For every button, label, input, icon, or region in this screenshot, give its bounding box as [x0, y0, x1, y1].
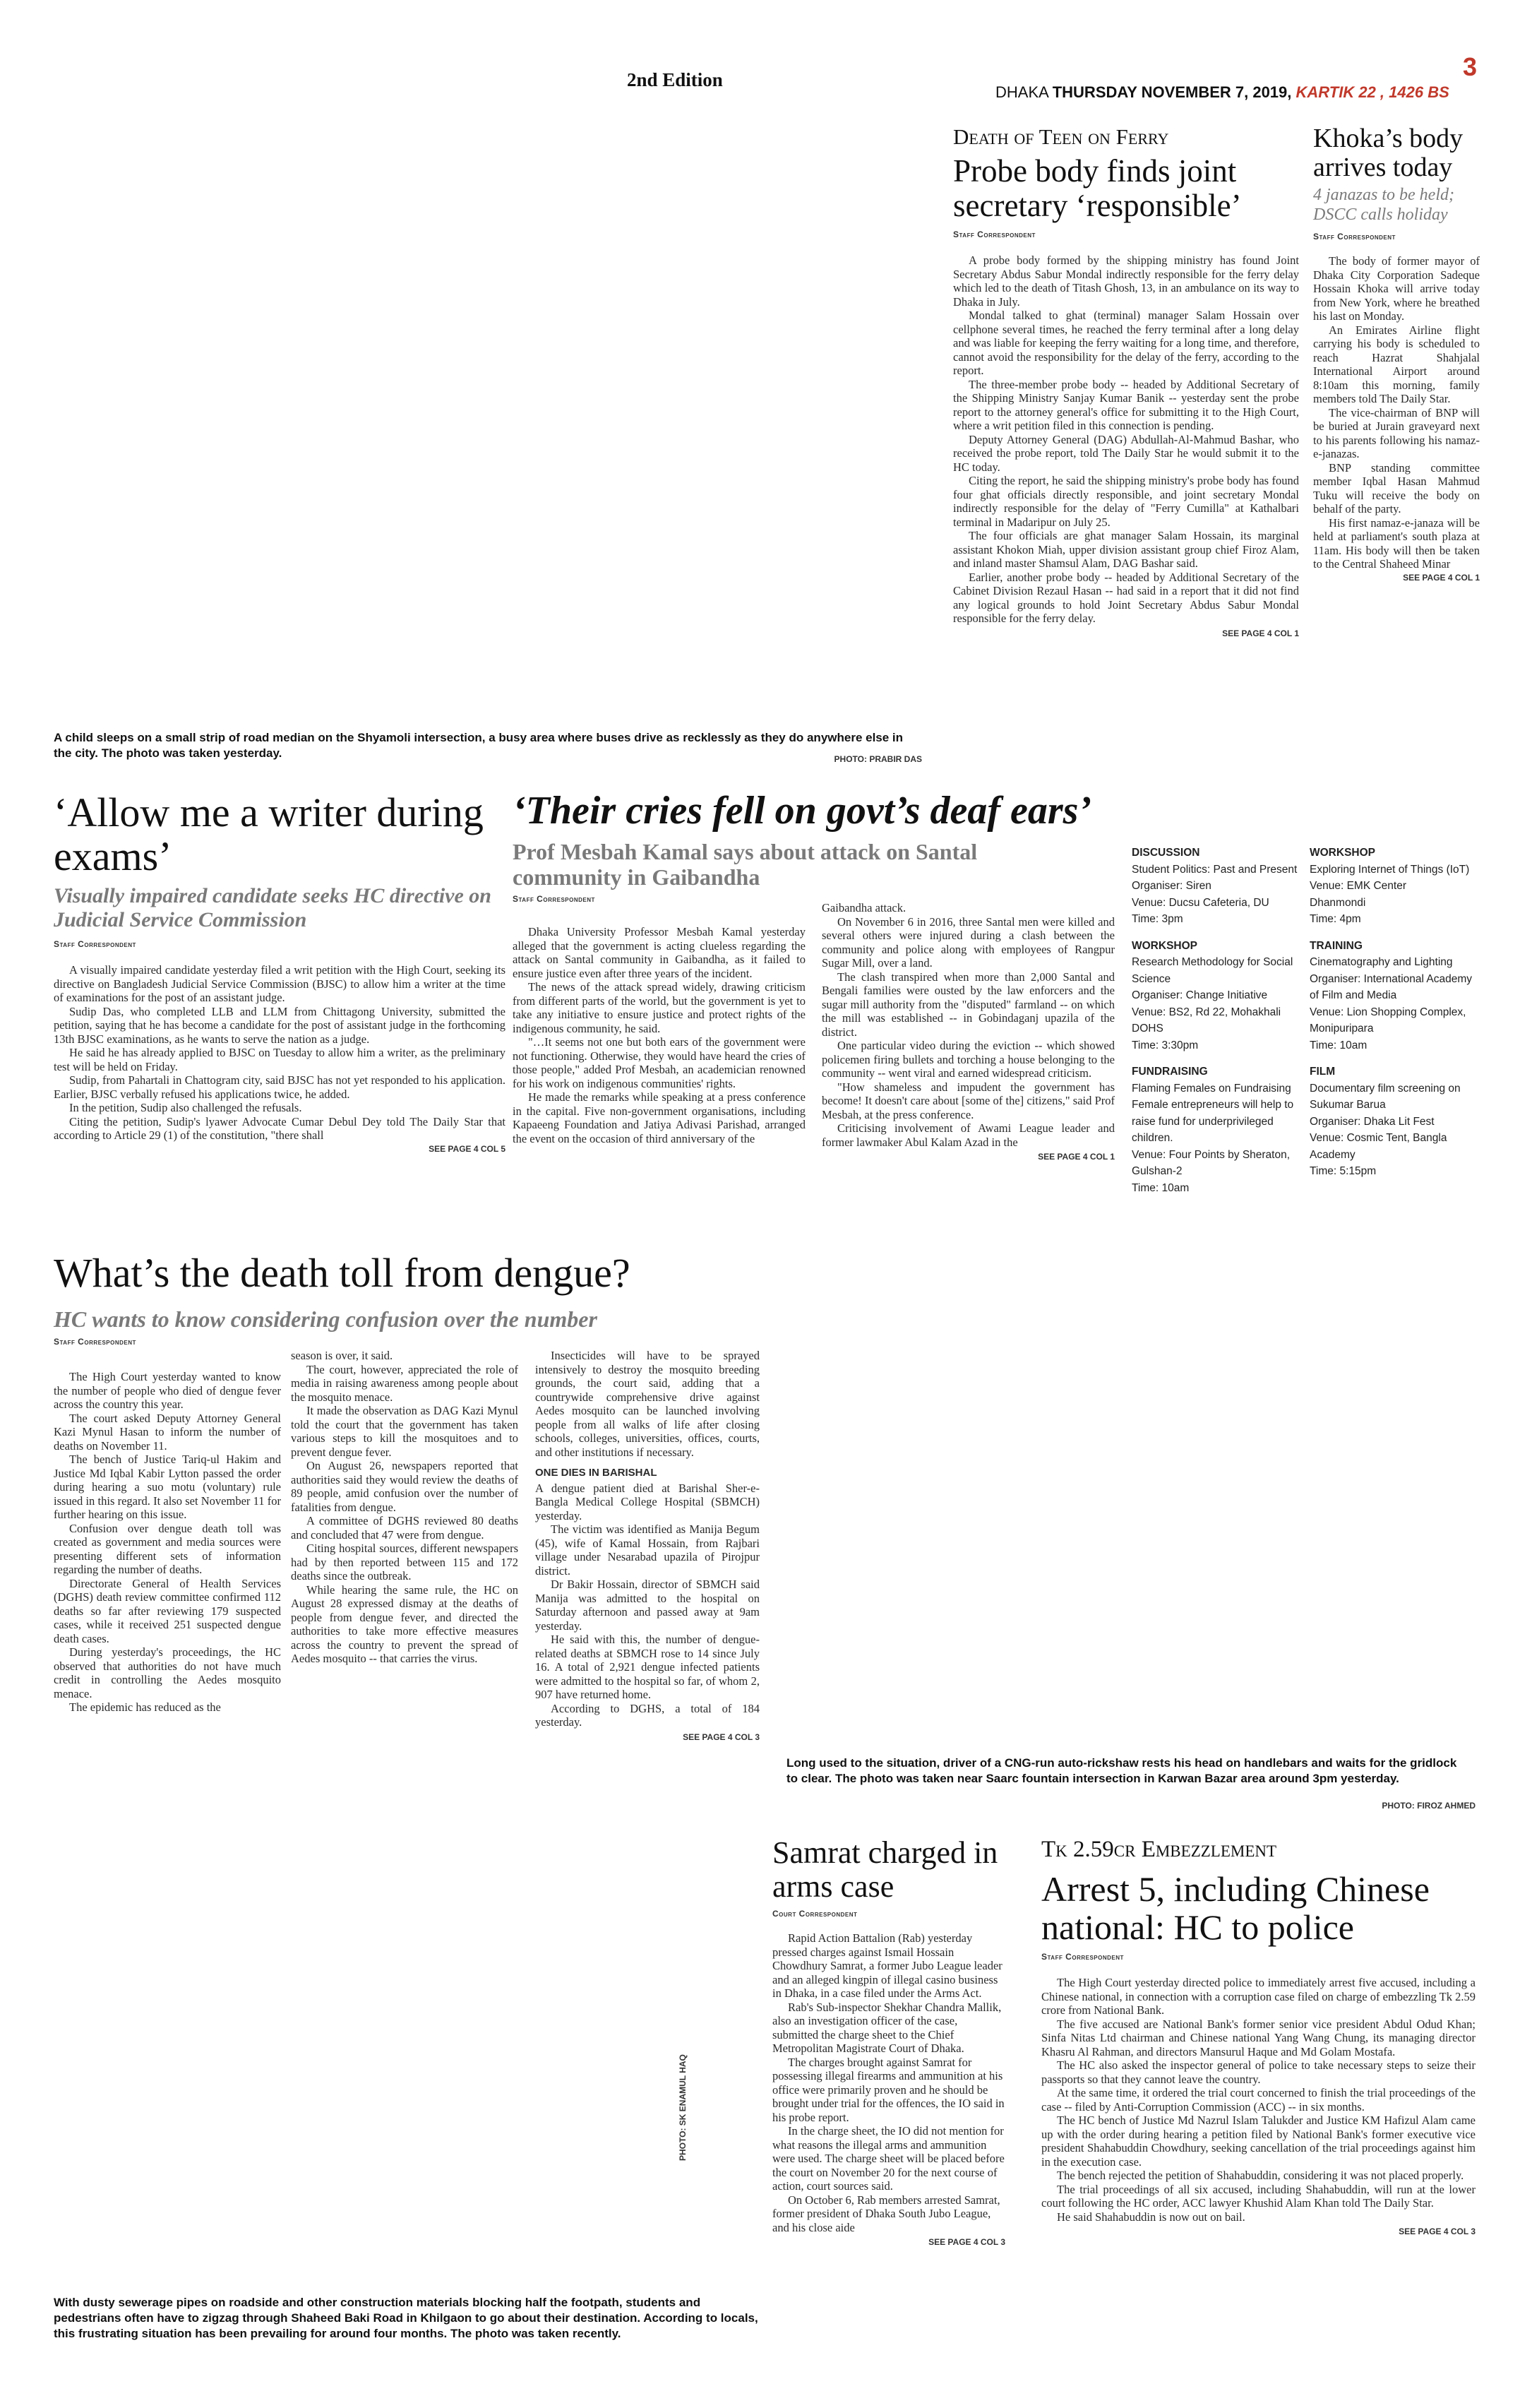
santal-jump: SEE PAGE 4 COL 1: [1038, 1152, 1115, 1162]
samrat-paragraph: On October 6, Rab members arrested Samrat, former president of Dhaka South Jubo League, and his close aide: [772, 2193, 1000, 2234]
writer-byline: Staff Correspondent: [54, 939, 136, 949]
ferry-paragraph: A probe body formed by the shipping ministry has found Joint Secretary Abdus Sabur Mondal indirectly responsible for the ferry delay which led to the death of Titash Ghosh, 13, in an ambulance on its way to Dhaka in July.: [953, 254, 1299, 309]
santal-col2: [822, 901, 1115, 1164]
event-category: WORKSHOP: [1310, 847, 1375, 859]
photo-karwan-bazar: [784, 1243, 1483, 1751]
santal-deck: Prof Mesbah Kamal says about attack on Santal community in Gaibandha: [513, 839, 978, 890]
embezzle-paragraph: The HC bench of Justice Md Nazrul Islam Talukder and Justice KM Hafizul Alam came up with the order during hearing a petition filed by National Bank's former executive vice president Shahabuddin Chowdhury, seeking cancellation of the trial proceedings against him in the execution case.: [1041, 2114, 1476, 2169]
dengue-paragraph: The epidemic has reduced as the: [69, 1700, 221, 1714]
event-category: FUNDRAISING: [1132, 1066, 1208, 1078]
embezzle-paragraph: The HC also asked the inspector general of police to take necessary steps to seize their passports so that they cannot leave the country.: [1041, 2058, 1476, 2086]
santal-byline: Staff Correspondent: [513, 894, 595, 905]
writer-paragraph: He said he has already applied to BJSC on Tuesday to allow him a writer, as the preliminary test will be held on Friday.: [54, 1046, 505, 1073]
dengue-paragraph: It made the observation as DAG Kazi Mynul told the court that the government has taken various steps to kill the mosquitoes and to prevent dengue fever.: [291, 1404, 518, 1459]
writer-headline: ‘Allow me a writer during exams’: [54, 789, 484, 879]
event-line: Organiser: Change Initiative: [1132, 989, 1268, 1001]
embezzle-story: [1041, 1836, 1476, 2236]
embezzle-jump: SEE PAGE 4 COL 3: [1399, 2227, 1476, 2236]
santal-paragraph: One particular video during the eviction -- which showed policemen firing bullets and torching a house belonging to the community -- went viral and earned widespread criticism.: [822, 1039, 1115, 1080]
santal-paragraph: The clash transpired when more than 2,000 Santal and Bengali families were ousted by the law enforcers and the sugar mill authority from the "disputed" farmland -- on which the mill was established -- in Gobindaganj upazila of the district.: [822, 970, 1115, 1039]
dateline-bangla: KARTIK 22 , 1426 BS: [1295, 83, 1449, 101]
dengue-byline: Staff Correspondent: [54, 1336, 136, 1347]
santal-headline: ‘Their cries fell on govt’s deaf ears’: [513, 789, 1092, 833]
photo-caption: A child sleeps on a small strip of road median on the Shyamoli intersection, a busy area where buses drive as recklessly as they do anywhere else in the city. The photo was taken yesterday.: [54, 731, 904, 760]
event-line: Time: 5:15pm: [1310, 1165, 1377, 1177]
event-item: [1132, 1063, 1301, 1196]
dengue-paragraph: While hearing the same rule, the HC on August 28 expressed dismay at the deaths of people from dengue fever, and directed the authorities to take more effective measures across the country to prevent the spread of Aedes mosquito -- that carries the virus.: [291, 1583, 518, 1665]
event-line: Time: 3:30pm: [1132, 1039, 1199, 1051]
khoka-jump: SEE PAGE 4 COL 1: [1403, 572, 1480, 583]
writer-paragraph: A visually impaired candidate yesterday filed a writ petition with the High Court, seeking its directive on Bangladesh Judicial Service Commission (BJSC) to allow him a writer at the time of examinations for the post of an assistant judge.: [54, 963, 505, 1004]
event-line: Venue: Ducsu Cafeteria, DU: [1132, 896, 1269, 909]
writer-body: [54, 963, 505, 1143]
edition-label: 2nd Edition: [627, 69, 723, 90]
dateline-date: THURSDAY NOVEMBER 7, 2019,: [1052, 83, 1292, 101]
santal-paragraph: The news of the attack spread widely, drawing criticism from different parts of the world, but the government is yet to take any initiative to ensure justice and protect rights of the indigenous community, he said.: [513, 980, 806, 1035]
dengue-col3: [535, 1349, 760, 1744]
dengue-paragraph: The court asked Deputy Attorney General Kazi Mynul Hasan to inform the number of deaths on November 11.: [54, 1411, 281, 1453]
dengue-paragraph: Confusion over dengue death toll was created as government and media sources were presenting different sets of information regarding the number of deaths.: [54, 1521, 281, 1576]
dengue-paragraph: Dr Bakir Hossain, director of SBMCH said Manija was admitted to the hospital on Saturday afternoon and passed away at 9am yesterday.: [535, 1578, 760, 1633]
dengue-paragraph: According to DGHS, a total of 184 yesterday.: [535, 1701, 760, 1729]
samrat-byline: Court Correspondent: [772, 1909, 858, 1919]
event-category: TRAINING: [1310, 939, 1363, 952]
event-line: Female entrepreneurs will help to raise fund for underprivileged children.: [1132, 1099, 1294, 1144]
event-line: Student Politics: Past and Present: [1132, 863, 1298, 876]
ferry-story: [953, 124, 1299, 638]
ferry-paragraph: Mondal talked to ghat (terminal) manager Salam Hossain over cellphone several times, he reached the ferry terminal after a long delay and was liable for keeping the ferry waiting for a long time, and therefore, cannot avoid the responsibility for the delay of the ferry, according to the report.: [953, 309, 1299, 378]
event-line: Organiser: Dhaka Lit Fest: [1310, 1115, 1435, 1128]
dengue-paragraph: Insecticides will have to be sprayed intensively to destroy the mosquito breeding grounds, the court said, adding that a countrywide comprehensive drive against Aedes mosquito can be launched involving people from all walks of life after closing schools, colleges, universities, offices, courts, and other institutions if necessary.: [535, 1349, 760, 1459]
dengue-headline: What’s the death toll from dengue?: [54, 1250, 630, 1296]
khoka-story: [1313, 124, 1480, 583]
event-item: [1310, 938, 1479, 1054]
dengue-paragraph: He said with this, the number of dengue-related deaths at SBMCH rose to 14 since July 16. A total of 2,921 dengue infected patients were admitted to the hospital so far, of whom 2, 907 have returned home.: [535, 1633, 760, 1701]
khoka-paragraph: An Emirates Airline flight carrying his body is scheduled to reach Hazrat Shahjalal International Airport around 8:10am this morning, family members told The Daily Star.: [1313, 323, 1480, 406]
embezzle-body: [1041, 1976, 1476, 2224]
ferry-kicker: Death of Teen on Ferry: [953, 124, 1169, 149]
event-line: Documentary film screening on Sukumar Barua: [1310, 1082, 1461, 1111]
writer-paragraph: Sudip Das, who completed LLB and LLM from Chittagong University, submitted the petition, saying that he has become a candidate for the post of assistant judge in the forthcoming 13th BJSC examinations, as he wants to serve the nation as a judge.: [54, 1004, 505, 1046]
samrat-jump: SEE PAGE 4 COL 3: [928, 2237, 1005, 2248]
dengue-paragraph: A committee of DGHS reviewed 80 deaths and concluded that 47 were from dengue.: [291, 1514, 518, 1542]
event-category: DISCUSSION: [1132, 847, 1200, 859]
dengue-paragraph: The High Court yesterday wanted to know the number of people who died of dengue fever across the country this year.: [54, 1370, 281, 1411]
event-line: Time: 3pm: [1132, 913, 1183, 925]
event-category: FILM: [1310, 1066, 1336, 1078]
samrat-paragraph: The charges brought against Samrat for possessing illegal firearms and ammunition at his office were primarily proven and he should be brought under trial for the offences, the IO said in his probe report.: [772, 2055, 1005, 2124]
event-line: Venue: Cosmic Tent, Bangla Academy: [1310, 1132, 1447, 1161]
khoka-byline: Staff Correspondent: [1313, 232, 1396, 242]
event-line: Dhanmondi: [1310, 896, 1366, 909]
photo2-caption: Long used to the situation, driver of a CNG-run auto-rickshaw rests his head on handlebars and waits for the gridlock to clear. The photo was taken near Saarc fountain intersection in Karwan Bazar area around 3pm yesterday.: [786, 1756, 1457, 1785]
dengue-paragraph: season is over, it said.: [291, 1349, 393, 1362]
khoka-paragraph: His first namaz-e-janaza will be held at parliament's south plaza at 11am. His body will then be taken to the Central Shaheed Minar: [1313, 515, 1480, 571]
embezzle-byline: Staff Correspondent: [1041, 1952, 1124, 1962]
samrat-paragraph: In the charge sheet, the IO did not mention for what reasons the illegal arms and ammunition were used. The charge sheet will be placed before the court on November 20 for the next course of action, court sources said.: [772, 2124, 1005, 2193]
dengue-paragraph: Directorate General of Health Services (DGHS) death review committee confirmed 112 deaths so far after reviewing 179 suspected cases, while it received 251 suspected dengue death cases.: [54, 1576, 281, 1645]
writer-deck: Visually impaired candidate seeks HC directive on Judicial Service Commission: [54, 884, 491, 931]
santal-paragraph: On November 6 in 2016, three Santal men were killed and several others were injured during a clash between the community and police along with employees of Rangpur Sugar Mill, over a land.: [822, 914, 1115, 970]
embezzle-paragraph: The trial proceedings of all six accused, including Shahabuddin, will run at the lower court following the HC order, ACC lawyer Khushid Alam Khan told The Daily Star.: [1041, 2182, 1476, 2210]
dateline-city: DHAKA: [995, 83, 1048, 101]
embezzle-paragraph: At the same time, it ordered the trial court concerned to finish the trial proceedings of the case -- filed by Anti-Corruption Commission (ACC) -- in six months.: [1041, 2086, 1476, 2114]
santal-paragraph: He made the remarks while speaking at a press conference in the capital. Five non-government organisations, including Kapaeeng Foundation and Jatiya Adivasi Parishad, arranged the event on the occasion of third anniversary of the: [513, 1090, 806, 1145]
photo-khilgaon: [54, 1836, 753, 2295]
event-line: Cinematography and Lighting: [1310, 956, 1453, 968]
samrat-story: [772, 1836, 1005, 2247]
samrat-paragraph: Rapid Action Battalion (Rab) yesterday pressed charges against Ismail Hossain Chowdhury Samrat, a former Jubo League leader and an alleged kingpin of illegal casino business in Dhaka, in a case filed under the Arms Act.: [772, 1931, 1003, 2001]
writer-paragraph: Citing the petition, Sudip's lyawer Advocate Cumar Debul Dey told The Daily Star that according to Article 29 (1) of the constitution, "there shall: [54, 1114, 505, 1142]
khoka-paragraph: The body of former mayor of Dhaka City Corporation Sadeque Hossain Khoka will arrive today from New York, where he breathed his last on Monday.: [1313, 254, 1480, 323]
page-number: 3: [1463, 52, 1478, 81]
embezzle-paragraph: The five accused are National Bank's former senior vice president Abdul Odud Khan; Sinfa Nitas Ltd chairman and Chinese national Yang Wang Chung, its managing director Khasru Al Rahman, and directors Mansurul Haque and Md Golam Mostafa.: [1041, 2017, 1476, 2058]
event-item: [1310, 1063, 1479, 1180]
event-line: Research Methodology for Social Science: [1132, 956, 1293, 985]
santal-paragraph: Gaibandha attack.: [822, 901, 906, 914]
dengue-jump: SEE PAGE 4 COL 3: [683, 1732, 760, 1742]
embezzle-paragraph: The bench rejected the petition of Shahabuddin, considering it was not placed properly.: [1057, 2169, 1464, 2182]
dengue-paragraph: Citing hospital sources, different newspapers had by then reported between 115 and 172 deaths since the outbreak.: [291, 1542, 518, 1583]
khoka-paragraph: BNP standing committee member Iqbal Hasan Mahmud Tuku will receive the body on behalf of the party.: [1313, 460, 1480, 516]
ferry-paragraph: Deputy Attorney General (DAG) Abdullah-Al-Mahmud Bashar, who received the probe report, told The Daily Star he would submit it to the HC today.: [953, 432, 1299, 474]
embezzle-paragraph: He said Shahabuddin is now out on bail.: [1057, 2210, 1245, 2224]
events-left: [1132, 845, 1301, 1206]
dengue-paragraph: A dengue patient died at Barishal Sher-e-Bangla Medical College Hospital (SBMCH) yesterday.: [535, 1481, 760, 1522]
writer-paragraph: In the petition, Sudip also challenged the refusals.: [69, 1101, 302, 1114]
samrat-paragraph: Rab's Sub-inspector Shekhar Chandra Mallik, also an investigation officer of the case, submitted the charge sheet to the Chief Metropolitan Magistrate Court of Dhaka.: [772, 2000, 1002, 2056]
writer-paragraph: Sudip, from Pahartali in Chattogram city, said BJSC has not yet responded to his application. Earlier, BJSC verbally refused his applications twice, he added.: [54, 1073, 505, 1101]
ferry-paragraph: The four officials are ghat manager Salam Hossain, its marginal assistant Khokon Miah, upper division assistant group chief Firoz Alam, and inland master Shamsul Alam, DAG Bashar said.: [953, 529, 1299, 571]
dengue-story: [54, 1251, 788, 1347]
event-line: Organiser: International Academy of Film and Media: [1310, 972, 1473, 1001]
photo3-credit: PHOTO: SK ENAMUL HAQ: [678, 2054, 688, 2161]
photo-shyamoli: [51, 120, 926, 720]
dengue-subhead: ONE DIES IN BARISHAL: [535, 1467, 657, 1479]
ferry-body: [953, 254, 1299, 626]
dengue-paragraph: The court, however, appreciated the role of media in raising awareness among people about the mosquito menace.: [291, 1362, 518, 1404]
event-item: [1132, 938, 1301, 1054]
event-line: Venue: EMK Center: [1310, 880, 1406, 892]
dengue-paragraph: During yesterday's proceedings, the HC observed that authorities do not have much credit in controlling the Aedes mosquito menace.: [54, 1645, 281, 1700]
writer-jump: SEE PAGE 4 COL 5: [429, 1143, 505, 1154]
khoka-paragraph: The vice-chairman of BNP will be buried at Jurain graveyard next to his parents following his namaz-e-janazas.: [1313, 405, 1480, 461]
embezzle-paragraph: The High Court yesterday directed police to immediately arrest five accused, including a Chinese national, in connection with a corruption case filed on charge of embezzling Tk 2.59 crore from National Bank.: [1041, 1976, 1476, 2017]
santal-paragraph: Dhaka University Professor Mesbah Kamal yesterday alleged that the government is acting clueless regarding the attack on Santal community in Gaibandha, as it failed to ensure justice even after three years of the incident.: [513, 925, 806, 980]
event-line: Exploring Internet of Things (IoT): [1310, 863, 1470, 876]
event-line: Venue: Four Points by Sheraton, Gulshan-2: [1132, 1148, 1291, 1177]
writer-story: [54, 791, 505, 1154]
dengue-col2: [291, 1349, 518, 1666]
santal-paragraph: "How shameless and impudent the government has become! It doesn't care about [some of the] citizens," said Prof Mesbah, at the press conference.: [822, 1080, 1115, 1121]
santal-paragraph: Criticising involvement of Awami League leader and former lawmaker Abul Kalam Azad in the: [822, 1121, 1115, 1149]
dengue-deck: HC wants to know considering confusion over the number: [54, 1306, 597, 1332]
ferry-headline: Probe body finds joint secretary ‘responsible’: [953, 153, 1242, 223]
ferry-paragraph: The three-member probe body -- headed by Additional Secretary of the Shipping Ministry Sanjay Kumar Banik -- yesterday sent the probe report to the attorney general's office for submitting it to the High Court, where a writ petition filed in this connection is pending.: [953, 377, 1299, 433]
ferry-byline: Staff Correspondent: [953, 230, 1036, 240]
santal-col1: [513, 925, 806, 1145]
photo-credit: PHOTO: PRABIR DAS: [834, 754, 922, 764]
event-line: Time: 4pm: [1310, 913, 1361, 925]
events-right: [1310, 845, 1479, 1190]
event-item: [1310, 845, 1479, 928]
event-item: [1132, 845, 1301, 928]
santal-paragraph: "…It seems not one but both ears of the government were not functioning. Otherwise, they would have heard the cries of those people," added Prof Mesbah, an academician renowned for his work on indigenous communities' rights.: [513, 1035, 806, 1090]
embezzle-kicker: Tk 2.59cr Embezzlement: [1041, 1837, 1277, 1862]
santal-story: [513, 789, 1120, 917]
photo2-credit: PHOTO: FIROZ AHMED: [1382, 1801, 1476, 1811]
dateline: [995, 83, 1449, 102]
ferry-jump: SEE PAGE 4 COL 1: [1222, 628, 1299, 638]
ferry-paragraph: Earlier, another probe body -- headed by Additional Secretary of the Cabinet Division Rezaul Hasan -- had said in a report that it did not find any logical grounds to hold Joint Secretary Abdus Sabur Mondal responsible for the ferry delay.: [953, 570, 1299, 626]
samrat-headline: Samrat charged in arms case: [772, 1835, 998, 1904]
khoka-headline: Khoka’s body arrives today: [1313, 124, 1464, 183]
event-category: WORKSHOP: [1132, 939, 1197, 952]
event-line: Flaming Females on Fundraising: [1132, 1082, 1291, 1095]
event-line: Time: 10am: [1132, 1181, 1190, 1194]
ferry-paragraph: Citing the report, he said the shipping ministry's probe body has found four ghat officials directly responsible, and joint secretary Mondal indirectly responsible for the delay of "Ferry Cumilla" at Kathalbari terminal in Madaripur on July 25.: [953, 474, 1299, 529]
event-line: Organiser: Siren: [1132, 880, 1211, 892]
dengue-paragraph: On August 26, newspapers reported that authorities said they would review the deaths of 89 people, amid confusion over the number of fatalities from dengue.: [291, 1459, 518, 1514]
photo3-caption: With dusty sewerage pipes on roadside and other construction materials blocking half the footpath, students and pedestrians often have to zigzag through Shaheed Baki Road in Khilgaon to go about their destination. According to locals, this frustrating situation has been prevailing for around four months. The photo was taken recently.: [54, 2296, 758, 2340]
dengue-paragraph: The bench of Justice Tariq-ul Hakim and Justice Md Iqbal Kabir Lytton passed the order during hearing a suo motu (voluntary) rule issued in this regard. It also set November 11 for further hearing on this issue.: [54, 1453, 281, 1521]
dengue-col1: [54, 1370, 281, 1715]
event-line: Time: 10am: [1310, 1039, 1368, 1051]
samrat-body: [772, 1931, 1005, 2234]
event-line: Venue: Lion Shopping Complex, Monipuripara: [1310, 1006, 1466, 1035]
khoka-deck: 4 janazas to be held; DSCC calls holiday: [1313, 186, 1454, 225]
khoka-body: [1313, 254, 1480, 571]
embezzle-headline: Arrest 5, including Chinese national: HC to police: [1041, 1869, 1430, 1947]
dengue-paragraph: The victim was identified as Manija Begum (45), wife of Kamal Hossain, from Rajbari village under Nesarabad upazila of Pirojpur district.: [535, 1522, 760, 1578]
event-line: Venue: BS2, Rd 22, Mohakhali DOHS: [1132, 1006, 1281, 1035]
